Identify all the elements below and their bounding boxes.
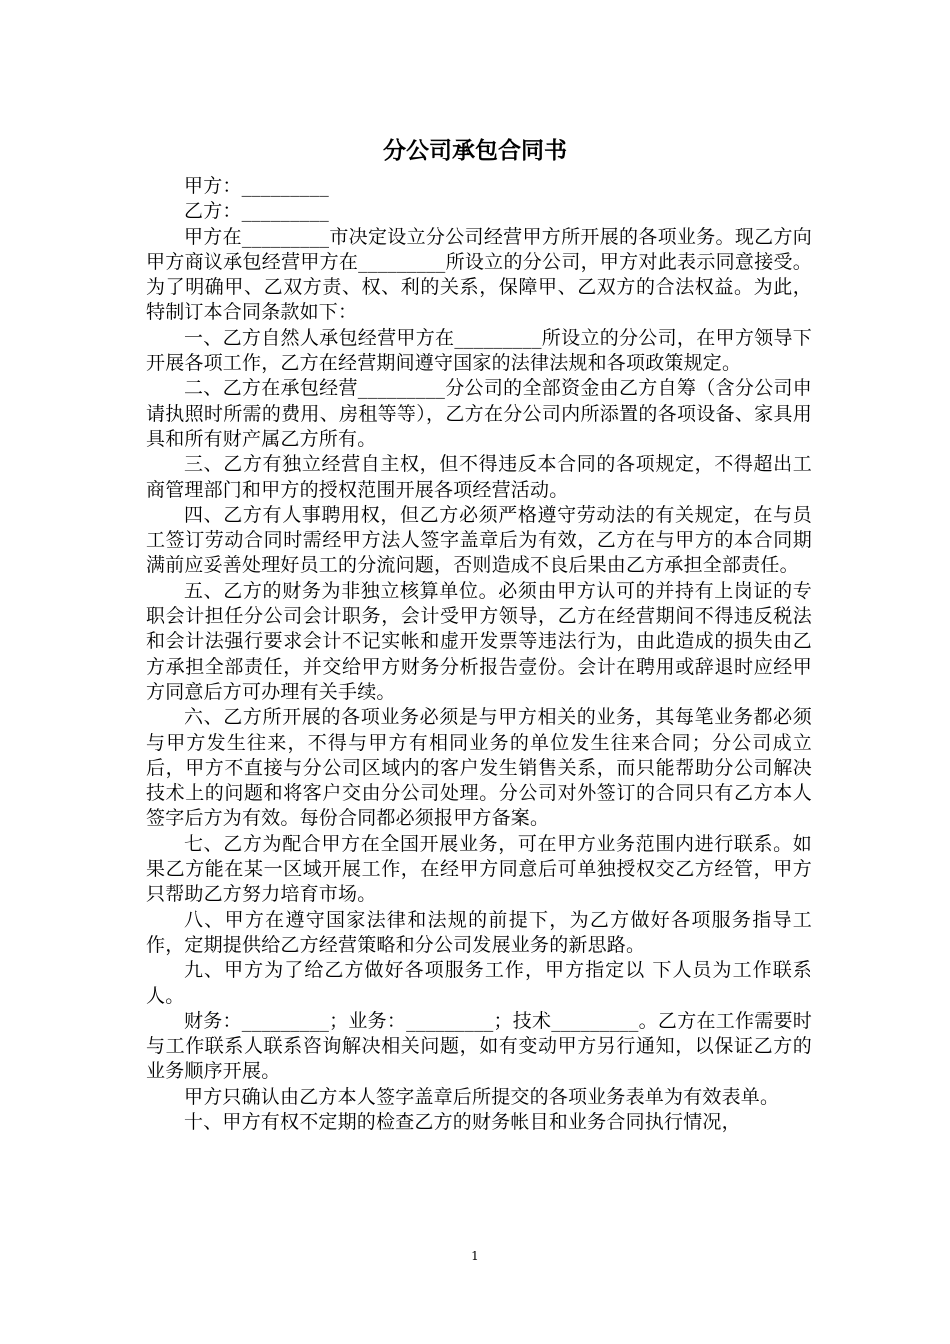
document-title: 分公司承包合同书 — [383, 137, 567, 164]
clause-5: 五、乙方的财务为非独立核算单位。必须由甲方认可的并持有上岗证的专职会计担任分公司会计职务，会计受甲方领导，乙方在经营期间不得违反税法和会计法强行要求会计不记实帐和虚开发票等违法行为，由此造成的损失由乙方承担全部责任，并交给甲方财务分析报告壹份。会计在聘用或辞退时应经甲方同意后方可办理有关手续。 — [146, 579, 812, 703]
valid-forms-paragraph: 甲方只确认由乙方本人签字盖章后所提交的各项业务表单为有效表单。 — [184, 1085, 780, 1108]
clause-9: 九、甲方为了给乙方做好各项服务工作，甲方指定以 下人员为工作联系人。 — [146, 959, 812, 1007]
clause-8: 八、甲方在遵守国家法律和法规的前提下，为乙方做好各项服务指导工作，定期提供给乙方经营策略和分公司发展业务的新思路。 — [146, 908, 812, 956]
party-a-line: 甲方：_________ — [184, 175, 329, 197]
clause-2: 二、乙方在承包经营_________分公司的全部资金由乙方自筹（含分公司申请执照时所需的费用、房租等等），乙方在分公司内所添置的各项设备、家具用具和所有财产属乙方所有。 — [146, 377, 812, 450]
clause-7: 七、乙方为配合甲方在全国开展业务，可在甲方业务范围内进行联系。如果乙方能在某一区域开展工作，在经甲方同意后可单独授权交乙方经管，甲方只帮助乙方努力培育市场。 — [146, 832, 812, 906]
party-b-line: 乙方：_________ — [184, 200, 329, 223]
contract-body — [146, 174, 812, 1135]
clause-1: 一、乙方自然人承包经营甲方在_________所设立的分公司，在甲方领导下开展各项工作，乙方在经营期间遵守国家的法律法规和各项政策规定。 — [146, 326, 812, 375]
clause-6: 六、乙方所开展的各项业务必须是与甲方相关的业务，其每笔业务都必须与甲方发生往来，不得与甲方有相同业务的单位发生往来合同；分公司成立后，甲方不直接与分公司区域内的客户发生销售关系，而只能帮助分公司解决技术上的问题和将客户交由分公司处理。分公司对外签订的合同只有乙方本人签字后方为有效。每份合同都必须报甲方备案。 — [146, 706, 812, 830]
page-number: 1 — [471, 1249, 479, 1263]
clause-10: 十、甲方有权不定期的检查乙方的财务帐目和业务合同执行情况， — [184, 1110, 741, 1133]
clause-3: 三、乙方有独立经营自主权，但不得违反本合同的各项规定，不得超出工商管理部门和甲方的授权范围开展各项经营活动。 — [146, 453, 812, 501]
preamble-paragraph: 甲方在_________市决定设立分公司经营甲方所开展的各项业务。现乙方向甲方商议承包经营甲方在_________所设立的分公司，甲方对此表示同意接受。为了明确甲、乙双方责、权、利的关系，保障甲、乙双方的合法权益。为此，特制订本合同条款如下： — [146, 225, 812, 324]
clause-4: 四、乙方有人事聘用权，但乙方必须严格遵守劳动法的有关规定，在与员工签订劳动合同时需经甲方法人签字盖章后为有效，乙方在与甲方的本合同期满前应妥善处理好员工的分流问题，否则造成不良后果由乙方承担全部责任。 — [146, 503, 812, 577]
contact-persons-paragraph: 财务：_________；业务：_________；技术_________。乙方在工作需要时与工作联系人联系咨询解决相关问题，如有变动甲方另行通知，以保证乙方的业务顺序开展。 — [146, 1009, 812, 1083]
